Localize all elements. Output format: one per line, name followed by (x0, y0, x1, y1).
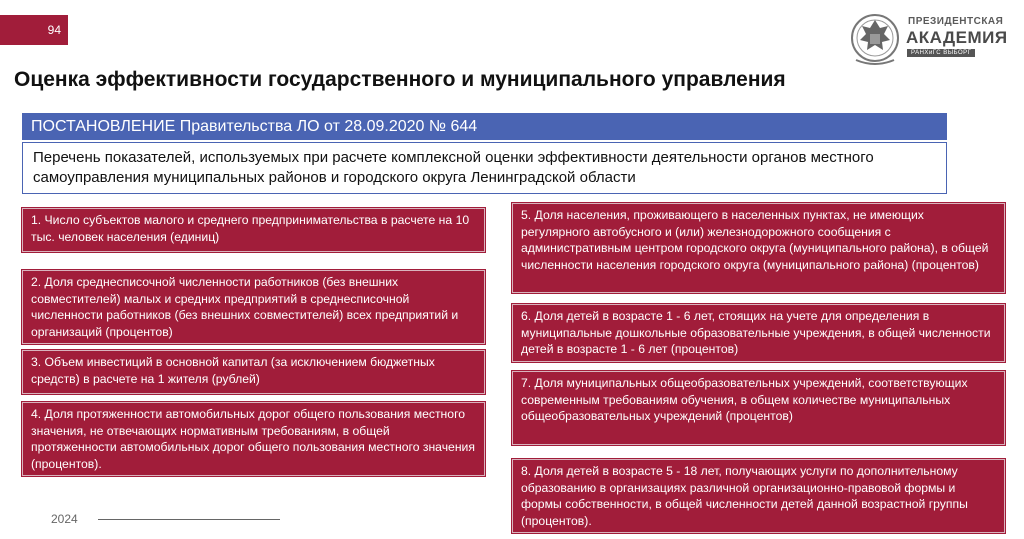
indicator-card-4: 4. Доля протяженности автомобильных дорог общего пользования местного значения, не отвечающих нормативным требованиям, в общей протяженности автомобильных дорог общего пользования местного значения (процентов). (22, 402, 485, 476)
description-box: Перечень показателей, используемых при расчете комплексной оценки эффективности деятельности органов местного самоуправления муниципальных районов и городского округа Ленинградской области (22, 142, 947, 194)
indicator-card-6: 6. Доля детей в возрасте 1 - 6 лет, стоящих на учете для определения в муниципальные дошкольные образовательные учреждения, в общей численности детей в возрасте 1 - 6 лет (процентов) (512, 304, 1005, 362)
logo-text-line2: АКАДЕМИЯ (906, 28, 1008, 47)
logo-text-line3: РАНХиГС ВЫБОРГ (907, 49, 975, 57)
footer-year: 2024 (51, 512, 78, 526)
page-number: 94 (47, 23, 61, 37)
page-number-badge (0, 15, 68, 45)
indicator-card-1: 1. Число субъектов малого и среднего предпринимательства в расчете на 10 тыс. человек населения (единиц) (22, 208, 485, 252)
logo-text-line1: ПРЕЗИДЕНТСКАЯ (908, 16, 1004, 27)
indicator-card-2: 2. Доля среднесписочной численности работников (без внешних совместителей) малых и средних предприятий в среднесписочной численности работников (без внешних совместителей) всех предприятий и организаций (процентов) (22, 270, 485, 344)
indicator-card-5: 5. Доля населения, проживающего в населенных пунктах, не имеющих регулярного автобусного и (или) железнодорожного сообщения с административным центром городского округа (муниципального района), в общей численности населения городского округа (муниципального района) (процентов) (512, 203, 1005, 293)
academy-logo (850, 8, 1008, 68)
footer-divider (98, 519, 280, 520)
resolution-header: ПОСТАНОВЛЕНИЕ Правительства ЛО от 28.09.2020 № 644 (22, 113, 947, 140)
indicator-card-8: 8. Доля детей в возрасте 5 - 18 лет, получающих услуги по дополнительному образованию в организациях различной организационно-правовой формы и формы собственности, в общей численности детей данной возрастной группы (процентов). (512, 459, 1005, 533)
academy-emblem-icon (850, 10, 900, 68)
indicator-card-3: 3. Объем инвестиций в основной капитал (за исключением бюджетных средств) в расчете на 1 жителя (рублей) (22, 350, 485, 394)
indicator-card-7: 7. Доля муниципальных общеобразовательных учреждений, соответствующих современным требованиям обучения, в общем количестве муниципальных общеобразовательных учреждений (процентов) (512, 371, 1005, 445)
page-title: Оценка эффективности государственного и муниципального управления (14, 68, 786, 91)
